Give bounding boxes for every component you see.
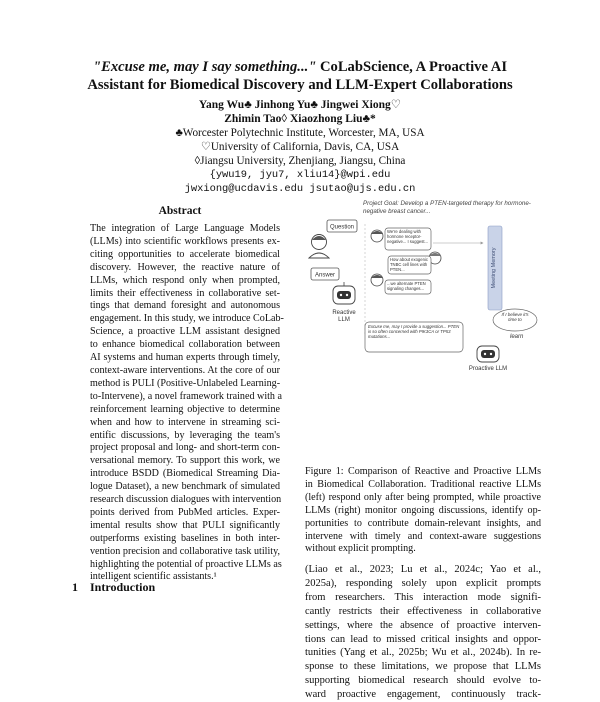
dialogue-bubble-2-text: How about exogenic TNBC cell lines with PTEN... — [390, 257, 428, 272]
caption-line: without explicit prompting. — [305, 543, 416, 555]
title-quote: "Excuse me, may I say something..." — [92, 59, 317, 75]
question-label: Question — [329, 224, 355, 231]
expert-avatar-3 — [371, 274, 383, 286]
reactive-label-line-2: LLM — [338, 317, 350, 323]
body-line: tions can lead to missed critical insights and oppor- — [305, 633, 541, 645]
dialogue-bubble-3-text: ...we alternate PTEN signaling changes... — [387, 281, 426, 291]
proactive-robot-icon — [477, 346, 499, 362]
abstract-line: reinforcement learning objective to determine — [90, 403, 280, 415]
reactive-label-line-1: Reactive — [332, 310, 356, 316]
abstract-line: limits their effectiveness in collaborative set- — [90, 287, 280, 299]
body-line: supporting biomedical research should evolve to- — [305, 675, 541, 687]
body-line: cantly restricts their effectiveness in collaborative — [305, 605, 541, 617]
abstract-line: entific discussions, by leveraging the team's — [90, 429, 280, 441]
abstract-line: intelligent scientific assistants.¹ — [90, 571, 217, 583]
affiliation-jiangsu: ◊Jiangsu University, Zhenjiang, Jiangsu, China — [194, 155, 406, 167]
caption-line: portunities to contribute domain-relevant insights, and — [305, 517, 541, 529]
section-title: Introduction — [90, 580, 156, 594]
abstract-line: engagement. In this study, we introduce CoLab- — [90, 313, 284, 325]
expert-avatar-1 — [371, 230, 383, 242]
abstract-line: vention precision and collaborative task utility, — [90, 545, 280, 557]
meeting-memory-label: Meeting Memory — [491, 247, 497, 289]
abstract-line: logue Dataset), a new benchmark of simulated — [90, 481, 280, 493]
abstract-line: outperforms existing baselines in both inter- — [90, 532, 280, 544]
proactive-suggestion-text: Excuse me, may I provide a suggestion... PTEN is so often concerned with PIK3CA or TP53 mutations... — [368, 324, 460, 340]
abstract-heading: Abstract — [158, 205, 202, 217]
thought-cloud-text: If I believe it's time to — [501, 312, 529, 323]
title-line-1-rest: CoLabScience, A Proactive AI — [316, 59, 507, 75]
abstract-line: AI systems and human experts through timely, — [90, 352, 280, 364]
abstract-line: The integration of Large Language Models — [90, 223, 280, 234]
paper-title — [60, 58, 540, 94]
authors-line-1: Yang Wu♣ Jinhong Yu♣ Jingwei Xiong♡ — [198, 99, 402, 111]
researcher-icon — [309, 235, 329, 259]
section-number: 1 — [72, 580, 78, 594]
body-line: settings, where the absence of proactive interven- — [305, 619, 541, 631]
body-line: tunities (Yang et al., 2025b; Wu et al., 2024b). In re- — [305, 647, 541, 659]
body-line: 2025a), responding solely upon explicit prompts — [305, 577, 541, 589]
abstract-line: tings that demand foresight and autonomous — [90, 300, 280, 312]
dialogue-bubble-1-text: We're dealing with hormone receptor-negative... I suggest... — [387, 229, 428, 244]
abstract-line: citing opportunities to accelerate biomedical — [90, 248, 280, 260]
abstract-line: Science, a proactive LLM assistant designed — [90, 326, 280, 338]
body-line: sponse to these limitations, we propose that LLMs — [305, 661, 541, 673]
caption-line: LLMs (right) monitor ongoing discussions, identify op- — [305, 504, 541, 516]
learn-label: learn — [510, 334, 524, 340]
abstract-line: versational memory. To support this work, we — [90, 455, 280, 467]
affiliation-ucdavis: ♡University of California, Davis, CA, USA — [200, 141, 400, 153]
abstract-line: imental results show that PULI significantly — [90, 519, 280, 531]
reactive-robot-icon — [333, 282, 355, 304]
abstract-line: to enhance biomedical collaboration between — [90, 339, 280, 351]
body-line: from researchers. This interaction mode signifi- — [305, 591, 541, 603]
abstract-line: highlighting the potential of proactive LLMs as — [90, 558, 282, 570]
affiliation-wpi: ♣Worcester Polytechnic Institute, Worcester, MA, USA — [175, 127, 425, 139]
abstract-line: discovery. However, the reactive nature of — [90, 261, 280, 273]
title-line-2: Assistant for Biomedical Discovery and LLM-Expert Collaborations — [87, 77, 513, 93]
body-line: (Liao et al., 2023; Lu et al., 2024c; Yao et al., — [305, 564, 541, 575]
abstract-line: method is PULI (Positive-Unlabeled Learning- — [90, 377, 281, 389]
authors-line-2: Zhimin Tao◊ Xiaozhong Liu♣* — [224, 113, 376, 125]
caption-line: (left) respond only after being prompted, while proactive — [305, 491, 541, 503]
title-line-1 — [60, 58, 540, 76]
caption-line: Figure 1: Comparison of Reactive and Proactive LLMs — [305, 466, 541, 477]
email-line-2: jwxiong@ucdavis.edu jsutao@ujs.edu.cn — [184, 183, 416, 195]
caption-line: in Biomedical Collaboration. Traditional reactive LLMs — [305, 478, 541, 490]
caption-line: intervene with timely and context-aware suggestions — [305, 530, 541, 542]
abstract-line: research discussion dialogues with intervention — [90, 494, 282, 506]
abstract-line: context-aware interventions. At the core of our — [90, 364, 280, 376]
body-line: ward proactive engagement, continuously track- — [305, 689, 541, 701]
email-line-1: {ywu19, jyu7, xliu14}@wpi.edu — [209, 169, 391, 181]
abstract-line: points derived from PubMed articles. Exper- — [90, 506, 280, 518]
abstract-line: introduce BSDD (Biomedical Streaming Dia- — [90, 468, 280, 480]
abstract-line: to-Intervene), a novel framework trained with a — [90, 390, 282, 402]
intro-body-right — [305, 563, 541, 702]
section-heading-introduction — [72, 580, 155, 595]
figure-1-diagram — [305, 198, 540, 460]
abstract-line: LLMs, which respond only when prompted, — [90, 274, 280, 286]
abstract-line: when and how to intervene in streaming sci- — [90, 416, 280, 428]
abstract-line: (LLMs) into scientific workflows presents ex- — [90, 235, 280, 247]
abstract-line: project proposal and long- and short-term con- — [90, 442, 280, 454]
proactive-llm-label: Proactive LLM — [468, 366, 508, 372]
figure-1-caption — [305, 466, 541, 556]
answer-label: Answer — [314, 272, 336, 279]
abstract-body — [90, 223, 284, 584]
project-goal-text: Project Goal: Develop a PTEN-targeted therapy for hormone-negative breast cancer... — [363, 200, 531, 215]
